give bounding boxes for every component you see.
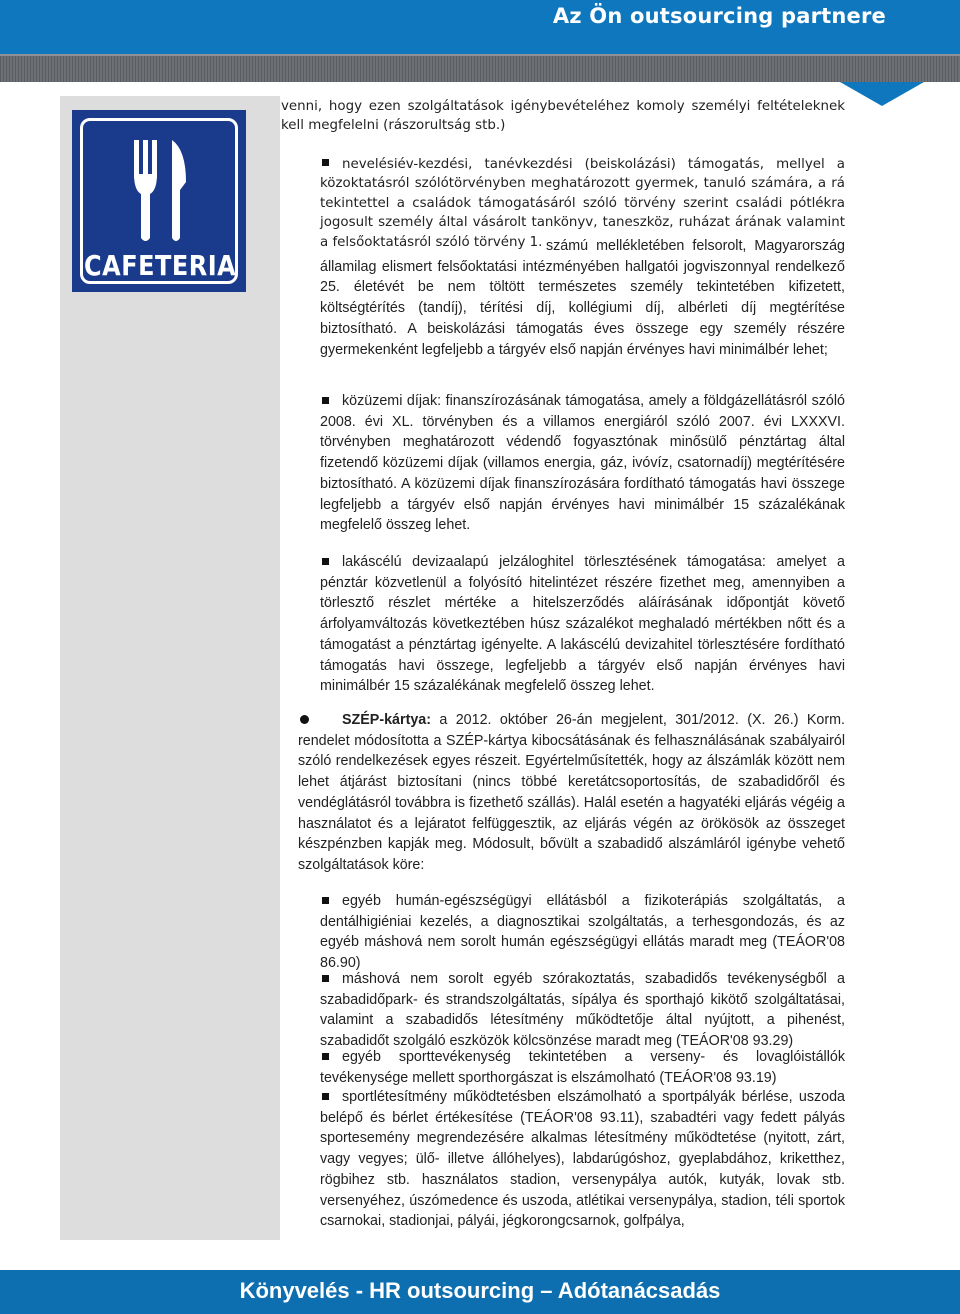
list-item-sportletesitmeny: sportlétesítmény működtetésben elszámolható a sportpályák bérlése, uszoda belépő és bérlet értékesítése (TEÁOR'08 93.11), szabadtéri vagy fedett pályás sportesemény megrendezésére alkalmas létesítmény működtetése (nyitott, zárt, vagy vegyes; ülő- illetve állóhelyes), labdarúgóshoz, gyeplabdához, kriketthez, rögbihez stb. használatos stadion, versenypálya autók, kutyák, lovak stb. versenyéhez, úszómedence és uszoda, atlétikai versenypálya, stadion, téli sportok csarnokai, stadionjai, pályái, jégkorongcsarnok, golfpálya, <box>320 1089 845 1230</box>
sign-label: CAFETERIA <box>84 249 237 283</box>
header-arrow-icon <box>840 82 924 106</box>
szep-label: SZÉP-kártya: <box>342 712 431 728</box>
list-item-lakascelu: lakáscélú devizaalapú jelzáloghitel törlesztésének támogatása: amelyet a pénztár közvetlenül a folyósító hitelintézet részére fizethet meg, amennyiben a törlesztő részlet mértéke a hitelszerződés aláírásának időpontját követő árfolyamváltozás következtében húsz százalékot meghaladó mértékben nőtt és a támogatást a pénztártag igényelte. A lakáscélú devizahitel törlesztésére fordítható támogatás havi összege, legfeljebb a tárgyév első napján érvényes havi minimálbér 15 százalékának megfelelő összeg lehet. <box>320 554 845 695</box>
intro-paragraph: venni, hogy ezen szolgáltatások igénybevételéhez komoly személyi feltételeknek kell megfelelni (rászorultság stb.) <box>281 99 845 134</box>
footer-text: Könyvelés - HR outsourcing – Adótanácsadás <box>239 1278 721 1303</box>
page-footer <box>0 1270 960 1314</box>
cafeteria-sign <box>72 110 246 292</box>
szep-text: a 2012. október 26-án megjelent, 301/2012. (X. 26.) Korm. rendelet módosította a SZÉP-kártya kibocsátásának és felhasználásának szabályairól szóló rendelkezések egyes részeit. Egyértelműsítették, hogy az álszámlák között nem lehet átjárást biztosítani (nincs többé keretátcsoportosítás, de szabadidőről és vendéglátásról továbbra is fizethető szállás). Halál esetén a hagyatéki eljárás végéig a használatot és a lejáratot felfüggesztik, az eljárás végén az örökösök az összeget készpénzben kapják meg. Módosult, bővült a szabadidő alszámláról igénybe vehető szolgáltatások köre: <box>298 712 845 873</box>
list-item-nevelesi-cont: számú mellékletében felsorolt, Magyarország államilag elismert felsőoktatási intézményében hallgatói jogviszonnyal rendelkező 25. életévét be nem töltött természetes személy tekintetében kifizetett, költségtérítés (tandíj), térítési díj, kollégiumi díj, albérleti díj megtérítése biztosítható. A beiskolázási támogatás éves összege egy személy részére gyermekenként legfeljebb a tárgyév első napján érvényes havi minimálbér lehet; <box>320 238 845 358</box>
page-header <box>0 0 960 54</box>
list-item-szorakoztatas: máshová nem sorolt egyéb szórakoztatás, szabadidős tevékenységből a szabadidőpark- és strandszolgáltatás, sípálya és sporthajó kikötő szolgáltatásai, valamint a szabadidős létesítmény működtetője által nyújtott, a pihenést, szabadidőt szolgáló eszközök kölcsönzése maradt meg (TEÁOR'08 93.29) <box>320 971 845 1050</box>
header-stripe <box>0 54 960 82</box>
list-item-sport: egyéb sporttevékenység tekintetében a verseny- és lovaglóistállók tevékenysége mellett sporthorgászat is elszámolható (TEÁOR'08 93.19) <box>320 1049 845 1086</box>
list-item-human: egyéb humán-egészségügyi ellátásból a fizikoterápiás szolgáltatás, a dentálhigiéniai kezelés, a diagnosztikai szolgáltatás, a terhesgondozás, és az egyéb máshová nem sorolt humán egészségügyi ellátás maradt meg (TEÁOR'08 86.90) <box>320 893 845 972</box>
szep-paragraph <box>298 710 845 876</box>
list-item-kozuzemi: közüzemi díjak: finanszírozásának támogatása, amely a földgázellátásról szóló 2008. évi XL. törvényben és a villamos energiáról szóló 2007. évi LXXXVI. törvényben meghatározott védendő fogyasztónak minősülő pénztártag által fizetendő közüzemi díjak (villamos energia, gáz, ivóvíz, csatornadíj) megtérítésére biztosítható. A közüzemi díjak finanszírozására fordítható támogatás havi összege legfeljebb a tárgyév első napján érvényes havi minimálbér 15 százalékának megfelelő összeg lehet. <box>320 393 845 534</box>
list-item-nevelesi: nevelésiév-kezdési, tanévkezdési (beiskolázási) támogatás, mellyel a közoktatásról szólótörvényben meghatározott gyermek, tanuló számára, a rá tekintettel a családok támogatásáról szóló törvény szerint családi pótlékra jogosult személy által vásárolt tankönyv, taneszköz, ruházat árának valamint a felsőoktatásról szóló törvény 1. <box>320 157 845 250</box>
header-title: Az Ön outsourcing partnere <box>552 4 886 28</box>
